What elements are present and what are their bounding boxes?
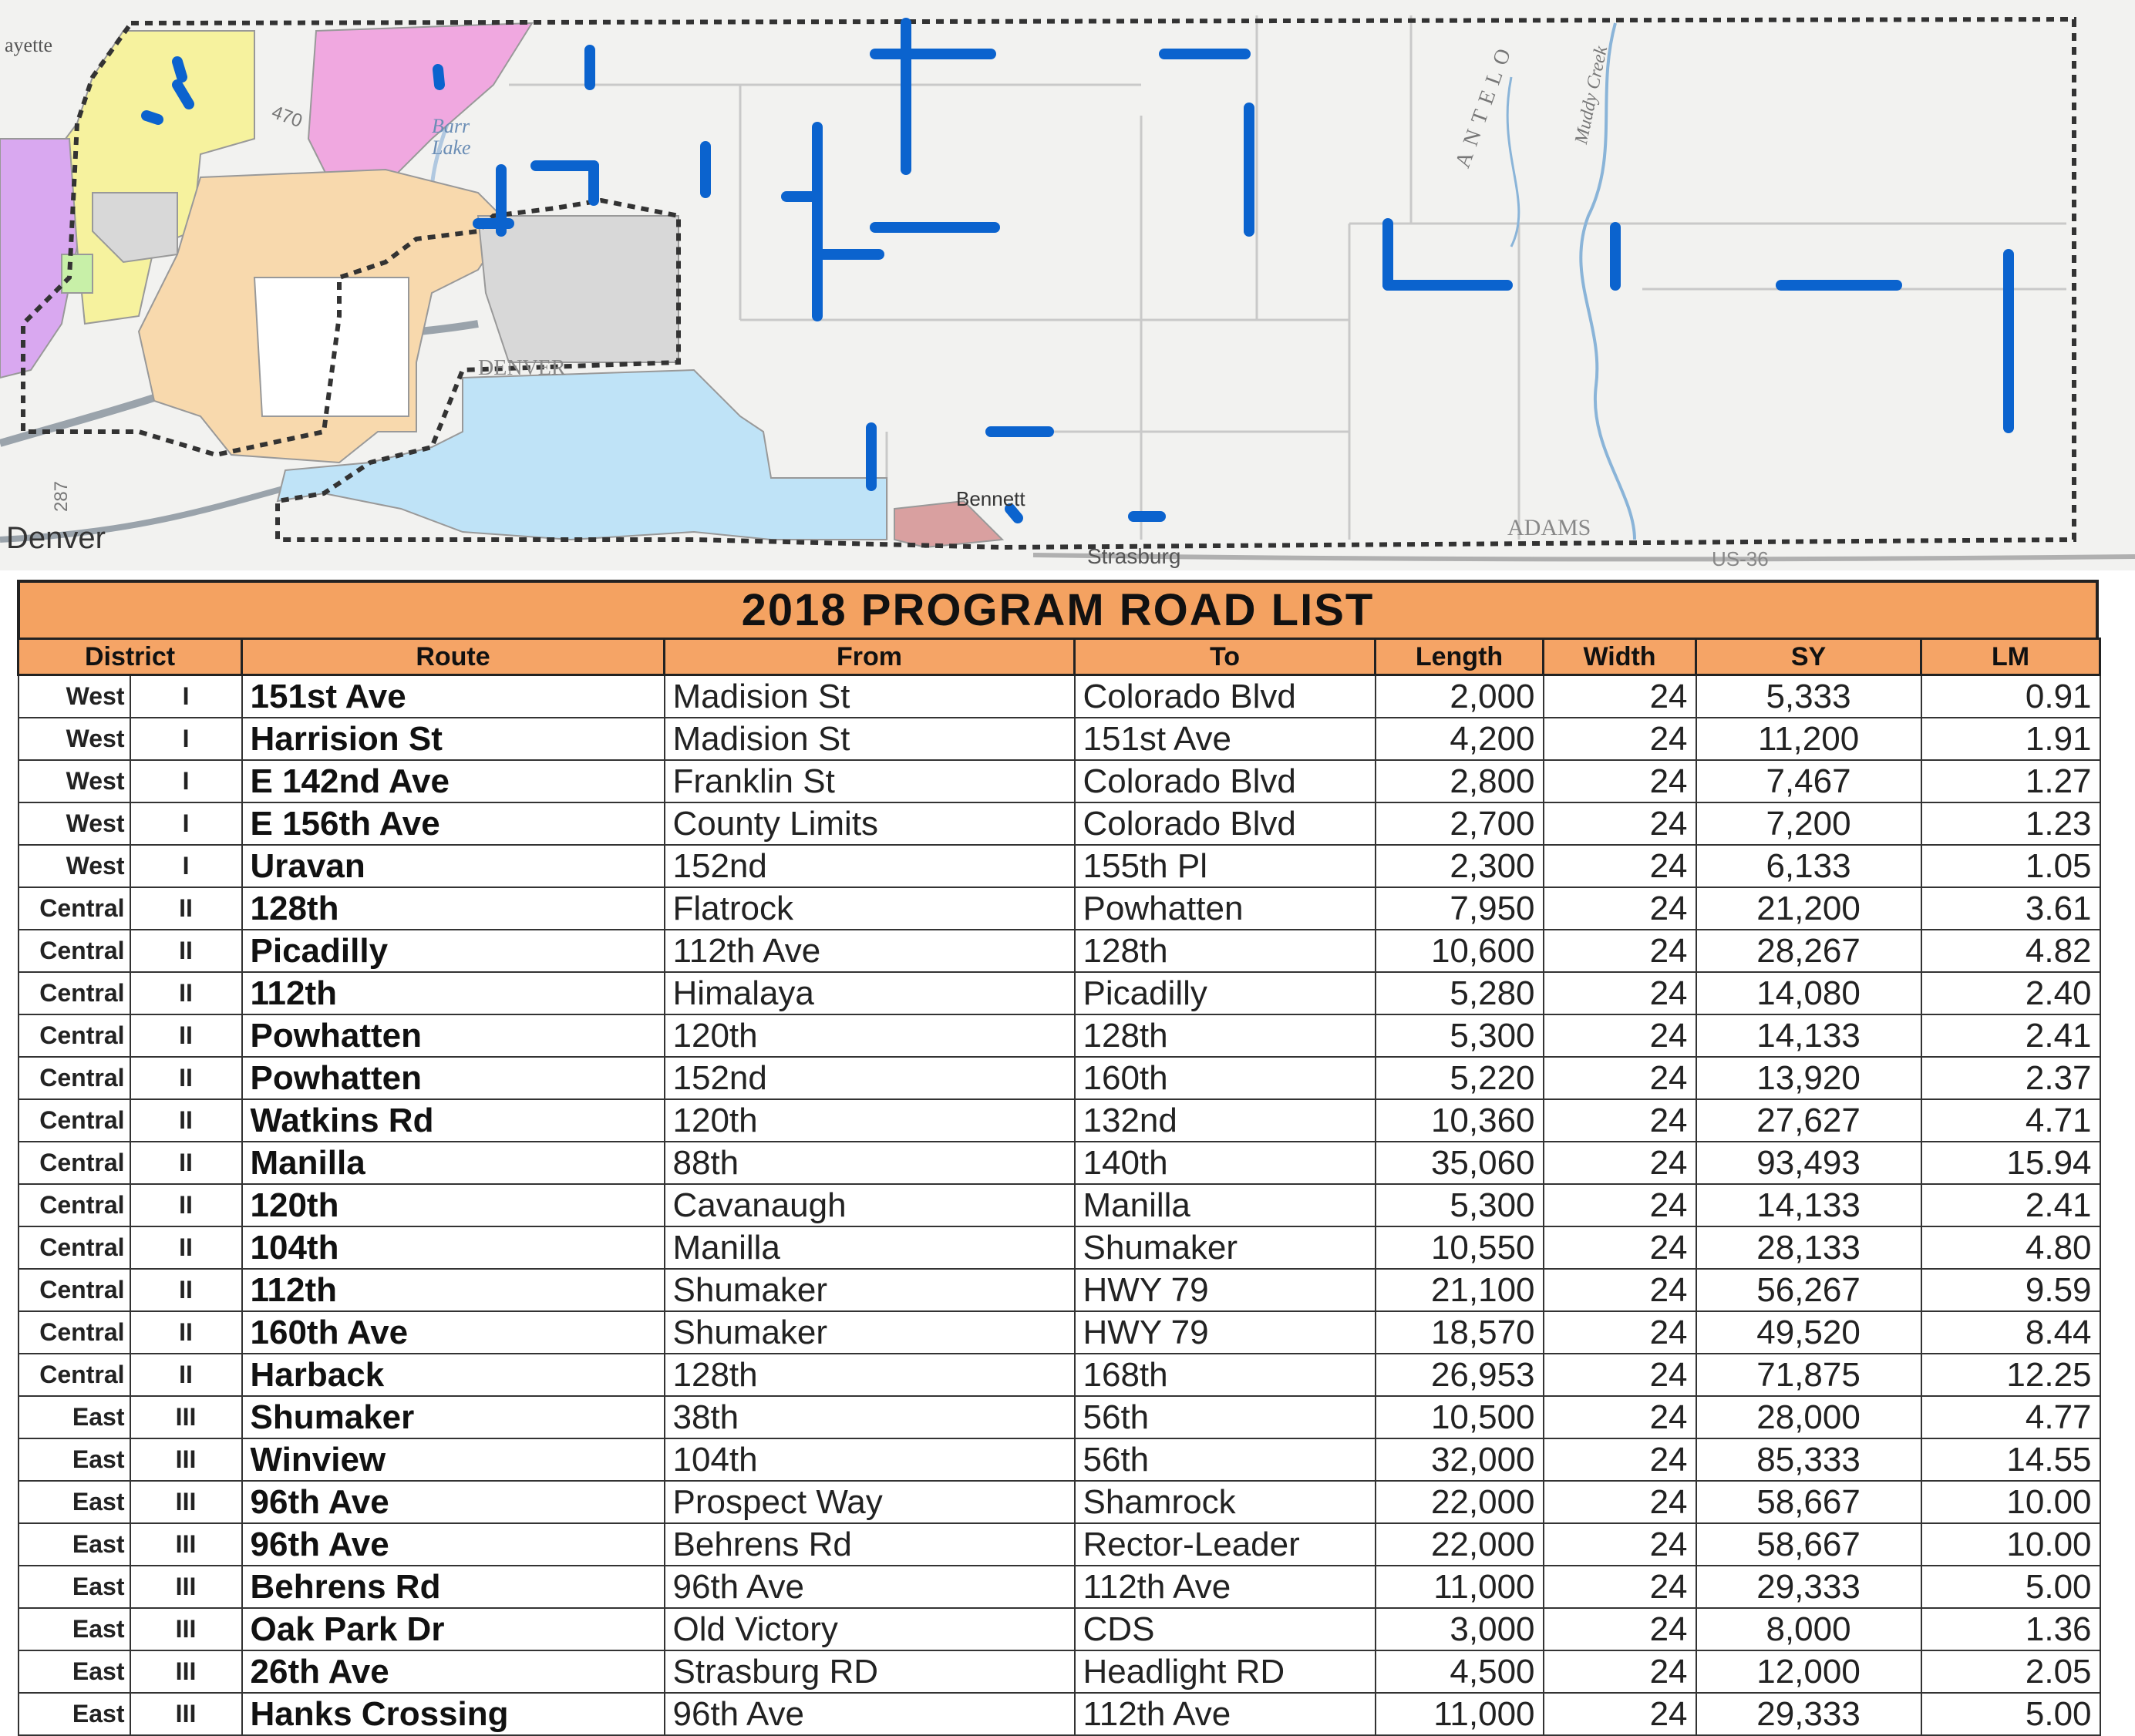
to-cell: HWY 79 xyxy=(1075,1311,1376,1354)
sy-cell: 28,000 xyxy=(1696,1396,1921,1438)
table-row xyxy=(19,802,2100,845)
road-list-table xyxy=(17,580,2099,1736)
lm-cell: 4.77 xyxy=(1921,1396,2100,1438)
length-cell: 2,800 xyxy=(1376,760,1544,802)
table-row xyxy=(19,1354,2100,1396)
route-cell: Watkins Rd xyxy=(242,1099,665,1142)
table-body xyxy=(19,675,2100,1736)
lm-cell: 2.40 xyxy=(1921,972,2100,1014)
header-length: Length xyxy=(1376,639,1544,675)
header-lm: LM xyxy=(1921,639,2100,675)
header-sy: SY xyxy=(1696,639,1921,675)
width-cell: 24 xyxy=(1544,1142,1696,1184)
table-row xyxy=(19,1523,2100,1566)
route-cell: 151st Ave xyxy=(242,675,665,718)
district-number-cell: II xyxy=(130,1226,242,1269)
sy-cell: 29,333 xyxy=(1696,1693,1921,1735)
width-cell: 24 xyxy=(1544,930,1696,972)
sy-cell: 13,920 xyxy=(1696,1057,1921,1099)
district-cell: Central xyxy=(19,972,130,1014)
width-cell: 24 xyxy=(1544,1311,1696,1354)
table-row xyxy=(19,1481,2100,1523)
district-cell: Central xyxy=(19,1354,130,1396)
width-cell: 24 xyxy=(1544,802,1696,845)
to-cell: 168th xyxy=(1075,1354,1376,1396)
to-cell: Colorado Blvd xyxy=(1075,760,1376,802)
from-cell: 120th xyxy=(665,1099,1075,1142)
route-cell: Picadilly xyxy=(242,930,665,972)
header-width: Width xyxy=(1544,639,1696,675)
to-cell: CDS xyxy=(1075,1608,1376,1650)
map-label-adams: ADAMS xyxy=(1507,515,1591,540)
table-title: 2018 PROGRAM ROAD LIST xyxy=(17,580,2099,638)
table-row xyxy=(19,887,2100,930)
lm-cell: 12.25 xyxy=(1921,1354,2100,1396)
route-cell: Winview xyxy=(242,1438,665,1481)
route-cell: 26th Ave xyxy=(242,1650,665,1693)
lm-cell: 8.44 xyxy=(1921,1311,2100,1354)
length-cell: 21,100 xyxy=(1376,1269,1544,1311)
to-cell: 160th xyxy=(1075,1057,1376,1099)
district-cell: East xyxy=(19,1566,130,1608)
map-label-barr: Barr xyxy=(432,115,470,137)
table-row xyxy=(19,930,2100,972)
from-cell: 128th xyxy=(665,1354,1075,1396)
length-cell: 18,570 xyxy=(1376,1311,1544,1354)
table-row xyxy=(19,1566,2100,1608)
sy-cell: 14,133 xyxy=(1696,1184,1921,1226)
route-cell: 112th xyxy=(242,1269,665,1311)
district-number-cell: III xyxy=(130,1438,242,1481)
header-district: District xyxy=(19,639,242,675)
to-cell: 128th xyxy=(1075,930,1376,972)
district-cell: Central xyxy=(19,1311,130,1354)
map-label-denver: Denver xyxy=(6,521,106,555)
table-row xyxy=(19,1650,2100,1693)
length-cell: 22,000 xyxy=(1376,1481,1544,1523)
sy-cell: 21,200 xyxy=(1696,887,1921,930)
length-cell: 2,300 xyxy=(1376,845,1544,887)
district-number-cell: I xyxy=(130,718,242,760)
width-cell: 24 xyxy=(1544,845,1696,887)
district-number-cell: II xyxy=(130,1014,242,1057)
lm-cell: 4.71 xyxy=(1921,1099,2100,1142)
district-number-cell: II xyxy=(130,887,242,930)
lm-cell: 5.00 xyxy=(1921,1566,2100,1608)
to-cell: Powhatten xyxy=(1075,887,1376,930)
width-cell: 24 xyxy=(1544,972,1696,1014)
table-row xyxy=(19,1311,2100,1354)
from-cell: 112th Ave xyxy=(665,930,1075,972)
district-cell: Central xyxy=(19,1099,130,1142)
route-cell: Powhatten xyxy=(242,1014,665,1057)
width-cell: 24 xyxy=(1544,1481,1696,1523)
map-label-lake: Lake xyxy=(432,136,471,159)
district-number-cell: II xyxy=(130,1057,242,1099)
route-cell: 96th Ave xyxy=(242,1481,665,1523)
district-number-cell: III xyxy=(130,1396,242,1438)
from-cell: Flatrock xyxy=(665,887,1075,930)
to-cell: 112th Ave xyxy=(1075,1693,1376,1735)
from-cell: Franklin St xyxy=(665,760,1075,802)
width-cell: 24 xyxy=(1544,1523,1696,1566)
width-cell: 24 xyxy=(1544,1438,1696,1481)
district-cell: West xyxy=(19,760,130,802)
table-row xyxy=(19,1142,2100,1184)
width-cell: 24 xyxy=(1544,1650,1696,1693)
table-row xyxy=(19,1396,2100,1438)
width-cell: 24 xyxy=(1544,1269,1696,1311)
width-cell: 24 xyxy=(1544,718,1696,760)
district-number-cell: II xyxy=(130,1311,242,1354)
sy-cell: 56,267 xyxy=(1696,1269,1921,1311)
width-cell: 24 xyxy=(1544,675,1696,718)
length-cell: 4,200 xyxy=(1376,718,1544,760)
district-number-cell: I xyxy=(130,675,242,718)
map-label-287: 287 xyxy=(51,480,72,513)
lm-cell: 1.36 xyxy=(1921,1608,2100,1650)
district-cell: West xyxy=(19,845,130,887)
to-cell: 132nd xyxy=(1075,1099,1376,1142)
to-cell: Manilla xyxy=(1075,1184,1376,1226)
sy-cell: 5,333 xyxy=(1696,675,1921,718)
from-cell: 120th xyxy=(665,1014,1075,1057)
lm-cell: 9.59 xyxy=(1921,1269,2100,1311)
district-number-cell: III xyxy=(130,1523,242,1566)
lm-cell: 4.80 xyxy=(1921,1226,2100,1269)
from-cell: Old Victory xyxy=(665,1608,1075,1650)
lm-cell: 1.27 xyxy=(1921,760,2100,802)
from-cell: Behrens Rd xyxy=(665,1523,1075,1566)
sy-cell: 29,333 xyxy=(1696,1566,1921,1608)
sy-cell: 93,493 xyxy=(1696,1142,1921,1184)
route-cell: Shumaker xyxy=(242,1396,665,1438)
width-cell: 24 xyxy=(1544,1184,1696,1226)
table-row xyxy=(19,972,2100,1014)
length-cell: 10,500 xyxy=(1376,1396,1544,1438)
width-cell: 24 xyxy=(1544,1608,1696,1650)
to-cell: 56th xyxy=(1075,1396,1376,1438)
lm-cell: 2.41 xyxy=(1921,1184,2100,1226)
sy-cell: 6,133 xyxy=(1696,845,1921,887)
district-cell: East xyxy=(19,1523,130,1566)
length-cell: 2,000 xyxy=(1376,675,1544,718)
length-cell: 5,280 xyxy=(1376,972,1544,1014)
from-cell: 104th xyxy=(665,1438,1075,1481)
route-cell: Harrision St xyxy=(242,718,665,760)
district-cell: East xyxy=(19,1481,130,1523)
district-cell: Central xyxy=(19,930,130,972)
to-cell: 112th Ave xyxy=(1075,1566,1376,1608)
length-cell: 11,000 xyxy=(1376,1693,1544,1735)
route-cell: Behrens Rd xyxy=(242,1566,665,1608)
route-cell: E 156th Ave xyxy=(242,802,665,845)
map-label-us36: US-36 xyxy=(1712,547,1769,570)
sy-cell: 27,627 xyxy=(1696,1099,1921,1142)
width-cell: 24 xyxy=(1544,1014,1696,1057)
district-cell: West xyxy=(19,675,130,718)
width-cell: 24 xyxy=(1544,760,1696,802)
from-cell: County Limits xyxy=(665,802,1075,845)
route-cell: 120th xyxy=(242,1184,665,1226)
sy-cell: 28,267 xyxy=(1696,930,1921,972)
map-label-strasburg: Strasburg xyxy=(1087,544,1181,568)
table-row xyxy=(19,1014,2100,1057)
map-label-antelope: ANTELO xyxy=(1450,38,1519,171)
district-cell: West xyxy=(19,802,130,845)
district-cell: East xyxy=(19,1396,130,1438)
map-label-barr-lake xyxy=(432,116,471,159)
route-cell: Oak Park Dr xyxy=(242,1608,665,1650)
to-cell: 155th Pl xyxy=(1075,845,1376,887)
length-cell: 5,220 xyxy=(1376,1057,1544,1099)
district-cell: Central xyxy=(19,1269,130,1311)
lm-cell: 2.37 xyxy=(1921,1057,2100,1099)
district-number-cell: I xyxy=(130,845,242,887)
sy-cell: 12,000 xyxy=(1696,1650,1921,1693)
header-from: From xyxy=(665,639,1075,675)
from-cell: Shumaker xyxy=(665,1269,1075,1311)
district-cell: Central xyxy=(19,1184,130,1226)
district-cell: East xyxy=(19,1438,130,1481)
lm-cell: 1.23 xyxy=(1921,802,2100,845)
route-cell: Uravan xyxy=(242,845,665,887)
from-cell: 96th Ave xyxy=(665,1566,1075,1608)
width-cell: 24 xyxy=(1544,1396,1696,1438)
route-cell: Harback xyxy=(242,1354,665,1396)
table-row xyxy=(19,760,2100,802)
table-row xyxy=(19,1099,2100,1142)
to-cell: Rector-Leader xyxy=(1075,1523,1376,1566)
table-row xyxy=(19,1057,2100,1099)
district-cell: Central xyxy=(19,887,130,930)
district-cell: Central xyxy=(19,1057,130,1099)
lm-cell: 10.00 xyxy=(1921,1523,2100,1566)
district-cell: Central xyxy=(19,1226,130,1269)
table-row xyxy=(19,1438,2100,1481)
route-cell: 104th xyxy=(242,1226,665,1269)
length-cell: 10,360 xyxy=(1376,1099,1544,1142)
table-row xyxy=(19,1226,2100,1269)
route-cell: 160th Ave xyxy=(242,1311,665,1354)
table-row xyxy=(19,1184,2100,1226)
sy-cell: 8,000 xyxy=(1696,1608,1921,1650)
length-cell: 32,000 xyxy=(1376,1438,1544,1481)
district-number-cell: II xyxy=(130,972,242,1014)
table-row xyxy=(19,1608,2100,1650)
to-cell: Colorado Blvd xyxy=(1075,675,1376,718)
to-cell: Picadilly xyxy=(1075,972,1376,1014)
lm-cell: 2.41 xyxy=(1921,1014,2100,1057)
sy-cell: 58,667 xyxy=(1696,1523,1921,1566)
map-label-denver-airport: DENVER xyxy=(478,356,566,380)
district-number-cell: II xyxy=(130,1142,242,1184)
from-cell: 38th xyxy=(665,1396,1075,1438)
length-cell: 10,600 xyxy=(1376,930,1544,972)
width-cell: 24 xyxy=(1544,1226,1696,1269)
district-cell: East xyxy=(19,1650,130,1693)
length-cell: 5,300 xyxy=(1376,1184,1544,1226)
width-cell: 24 xyxy=(1544,1566,1696,1608)
from-cell: Madision St xyxy=(665,675,1075,718)
to-cell: 128th xyxy=(1075,1014,1376,1057)
map-label-muddy-creek: Muddy Creek xyxy=(1571,44,1612,146)
district-number-cell: III xyxy=(130,1566,242,1608)
from-cell: Strasburg RD xyxy=(665,1650,1075,1693)
length-cell: 4,500 xyxy=(1376,1650,1544,1693)
to-cell: Shamrock xyxy=(1075,1481,1376,1523)
map-label-bennett: Bennett xyxy=(956,487,1025,510)
lm-cell: 5.00 xyxy=(1921,1693,2100,1735)
table-row xyxy=(19,1269,2100,1311)
to-cell: HWY 79 xyxy=(1075,1269,1376,1311)
district-number-cell: II xyxy=(130,1184,242,1226)
district-number-cell: I xyxy=(130,760,242,802)
lm-cell: 1.05 xyxy=(1921,845,2100,887)
table-header-row xyxy=(19,639,2100,675)
county-map xyxy=(0,0,2135,570)
width-cell: 24 xyxy=(1544,1354,1696,1396)
sy-cell: 7,467 xyxy=(1696,760,1921,802)
district-number-cell: II xyxy=(130,1354,242,1396)
district-cell: East xyxy=(19,1608,130,1650)
sy-cell: 11,200 xyxy=(1696,718,1921,760)
route-cell: E 142nd Ave xyxy=(242,760,665,802)
from-cell: Madision St xyxy=(665,718,1075,760)
sy-cell: 28,133 xyxy=(1696,1226,1921,1269)
route-cell: Hanks Crossing xyxy=(242,1693,665,1735)
sy-cell: 14,133 xyxy=(1696,1014,1921,1057)
lm-cell: 3.61 xyxy=(1921,887,2100,930)
width-cell: 24 xyxy=(1544,1693,1696,1735)
district-number-cell: III xyxy=(130,1693,242,1735)
lm-cell: 14.55 xyxy=(1921,1438,2100,1481)
sy-cell: 49,520 xyxy=(1696,1311,1921,1354)
table-row xyxy=(19,845,2100,887)
table-row xyxy=(19,1693,2100,1735)
to-cell: 140th xyxy=(1075,1142,1376,1184)
length-cell: 26,953 xyxy=(1376,1354,1544,1396)
district-number-cell: II xyxy=(130,930,242,972)
to-cell: Colorado Blvd xyxy=(1075,802,1376,845)
route-cell: 128th xyxy=(242,887,665,930)
lm-cell: 15.94 xyxy=(1921,1142,2100,1184)
sy-cell: 58,667 xyxy=(1696,1481,1921,1523)
length-cell: 35,060 xyxy=(1376,1142,1544,1184)
header-route: Route xyxy=(242,639,665,675)
district-number-cell: III xyxy=(130,1481,242,1523)
from-cell: Cavanaugh xyxy=(665,1184,1075,1226)
length-cell: 5,300 xyxy=(1376,1014,1544,1057)
sy-cell: 85,333 xyxy=(1696,1438,1921,1481)
district-cell: Central xyxy=(19,1142,130,1184)
to-cell: 151st Ave xyxy=(1075,718,1376,760)
from-cell: 152nd xyxy=(665,1057,1075,1099)
header-to: To xyxy=(1075,639,1376,675)
district-number-cell: III xyxy=(130,1650,242,1693)
from-cell: Shumaker xyxy=(665,1311,1075,1354)
lm-cell: 1.91 xyxy=(1921,718,2100,760)
width-cell: 24 xyxy=(1544,1099,1696,1142)
to-cell: Headlight RD xyxy=(1075,1650,1376,1693)
to-cell: Shumaker xyxy=(1075,1226,1376,1269)
width-cell: 24 xyxy=(1544,887,1696,930)
map-label-470: 470 xyxy=(268,101,305,133)
route-cell: 112th xyxy=(242,972,665,1014)
sy-cell: 71,875 xyxy=(1696,1354,1921,1396)
map-label-lafayette: ayette xyxy=(5,34,53,56)
width-cell: 24 xyxy=(1544,1057,1696,1099)
from-cell: Prospect Way xyxy=(665,1481,1075,1523)
from-cell: 88th xyxy=(665,1142,1075,1184)
lm-cell: 2.05 xyxy=(1921,1650,2100,1693)
district-number-cell: I xyxy=(130,802,242,845)
sy-cell: 7,200 xyxy=(1696,802,1921,845)
district-cell: Central xyxy=(19,1014,130,1057)
district-number-cell: II xyxy=(130,1269,242,1311)
length-cell: 11,000 xyxy=(1376,1566,1544,1608)
map-canvas xyxy=(0,0,2135,570)
district-number-cell: II xyxy=(130,1099,242,1142)
route-cell: Powhatten xyxy=(242,1057,665,1099)
route-cell: 96th Ave xyxy=(242,1523,665,1566)
table-row xyxy=(19,718,2100,760)
length-cell: 3,000 xyxy=(1376,1608,1544,1650)
from-cell: 96th Ave xyxy=(665,1693,1075,1735)
from-cell: Himalaya xyxy=(665,972,1075,1014)
from-cell: 152nd xyxy=(665,845,1075,887)
length-cell: 7,950 xyxy=(1376,887,1544,930)
district-cell: East xyxy=(19,1693,130,1735)
district-number-cell: III xyxy=(130,1608,242,1650)
lm-cell: 4.82 xyxy=(1921,930,2100,972)
to-cell: 56th xyxy=(1075,1438,1376,1481)
district-cell: West xyxy=(19,718,130,760)
lm-cell: 10.00 xyxy=(1921,1481,2100,1523)
length-cell: 10,550 xyxy=(1376,1226,1544,1269)
sy-cell: 14,080 xyxy=(1696,972,1921,1014)
length-cell: 22,000 xyxy=(1376,1523,1544,1566)
from-cell: Manilla xyxy=(665,1226,1075,1269)
lm-cell: 0.91 xyxy=(1921,675,2100,718)
length-cell: 2,700 xyxy=(1376,802,1544,845)
route-cell: Manilla xyxy=(242,1142,665,1184)
table-row xyxy=(19,675,2100,718)
